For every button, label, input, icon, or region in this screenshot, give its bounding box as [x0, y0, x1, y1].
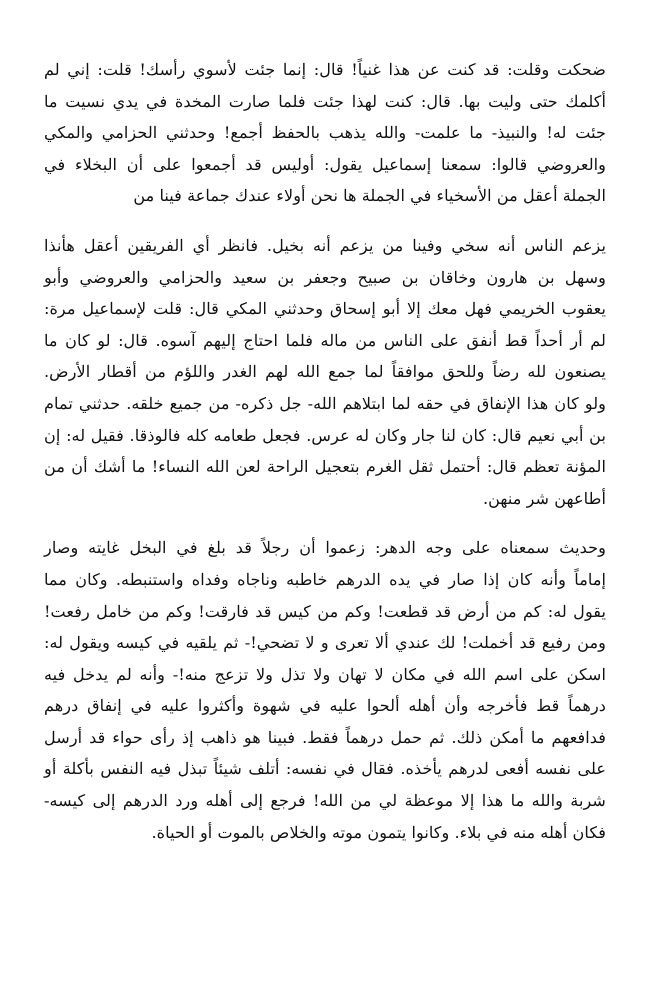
text-line: إماماً وأنه كان إذا صار في يده الدرهم خاطبه وناجاه وفداه واستنبطه. وكان مما — [44, 569, 606, 589]
text-line: فكان أهله منه في بلاء. وكانوا يتمون موته والخلاص بالموت أو الحياة. — [151, 822, 606, 842]
text-line: ضحكت وقلت: قد كنت عن هذا غنياً! قال: إنما جئت لأسوي رأسك! قلت: إني لم — [44, 60, 606, 79]
text-line: الجملة أعقل من الأسخياء في الجملة ها نحن أولاء عندك جماعة فينا من — [133, 186, 606, 206]
text-line: يقول له: كم من أرض قد قطعت! وكم من كيس قد فارقت! وكم من خامل رفعت! — [44, 601, 606, 621]
text-line: جئت له! والنبيذ- ما علمت- والله يذهب بالحفظ أجمع! وحدثني الحزامي والمكي — [44, 123, 606, 143]
text-line: وسهل بن هارون وخاقان بن صبيح وجعفر بن سعيد والحزامي والعروضي وأبو — [44, 267, 606, 287]
text-line: ومن رفيع قد أخملت! لك عندي ألا تعرى و لا تضحي!- ثم يلقيه في كيسه ويقول له: — [44, 633, 606, 653]
text-line: يصنعون لله رضاً وللحق موافقاً لما جمع الله لهم الغدر واللؤم من أقطار الأرض. — [44, 362, 606, 382]
text-line: يزعم الناس أنه سخي وفينا من يزعم أنه بخيل. فانظر أي الفريقين أعقل هأنذا — [44, 235, 606, 255]
text-line: لم أر أحداً قط أنفق على الناس من ماله فلما احتاج إليهم آسوه. قال: لو كان ما — [44, 330, 606, 350]
text-line: بن أبي نعيم قال: كان لنا جار وكان له عرس. فجعل طعامه كله فالوذقا. فقيل له: إن — [44, 425, 606, 445]
text-line: ولو كان هذا الإنفاق في حقه لما ابتلاهم الله- جل ذكره- من جميع خلقه. حدثني تمام — [44, 393, 606, 413]
text-line: وحديث سمعناه على وجه الدهر: زعموا أن رجلاً قد بلغ في البخل غايته وصار — [44, 538, 606, 558]
text-line: درهماً قط فأخرجه وأن أهله ألحوا عليه في شهوة وأكثروا عليه في إنفاق درهم — [44, 696, 606, 716]
text-line: شربة والله ما هذا إلا موعظة لي من الله! فرجع إلى أهله ورد الدرهم إلى كيسه- — [44, 791, 606, 811]
text-line: أكلمك حتى وليت بها. قال: كنت لهذا جئت فلما صارت المخدة في يدي نسيت ما — [44, 91, 606, 111]
text-line: والعروضي قالوا: سمعنا إسماعيل يقول: أوليس قد أجمعوا على أن البخلاء في — [44, 154, 606, 174]
text-line: يعقوب الخريمي فهل معك إلا أبو إسحاق وحدثني المكي قال: قلت لإسماعيل مرة: — [44, 299, 606, 319]
text-line: على نفسه أفعى لدرهم يأخذه. فقال في نفسه: أتلف شيئاً تبذل فيه النفس بأكلة أو — [44, 759, 606, 779]
document-page — [44, 54, 606, 866]
paragraph-2 — [44, 230, 606, 514]
paragraph-1 — [44, 54, 606, 212]
text-line: فدافعهم ما أمكن ذلك. ثم حمل درهماً فقط. فبينا هو ذاهب إذ رأى حواء قد أرسل — [44, 727, 606, 747]
text-line: المؤنة تعظم قال: أحتمل ثقل الغرم بتعجيل الراحة لعن الله النساء! ما أشك أن من — [44, 457, 606, 477]
paragraph-3 — [44, 532, 606, 848]
text-line: أطاعهن شر منهن. — [482, 488, 606, 508]
text-line: اسكن على اسم الله في مكان لا تهان ولا تذل ولا تزعج منه!- وأنه لم يدخل فيه — [44, 664, 606, 684]
